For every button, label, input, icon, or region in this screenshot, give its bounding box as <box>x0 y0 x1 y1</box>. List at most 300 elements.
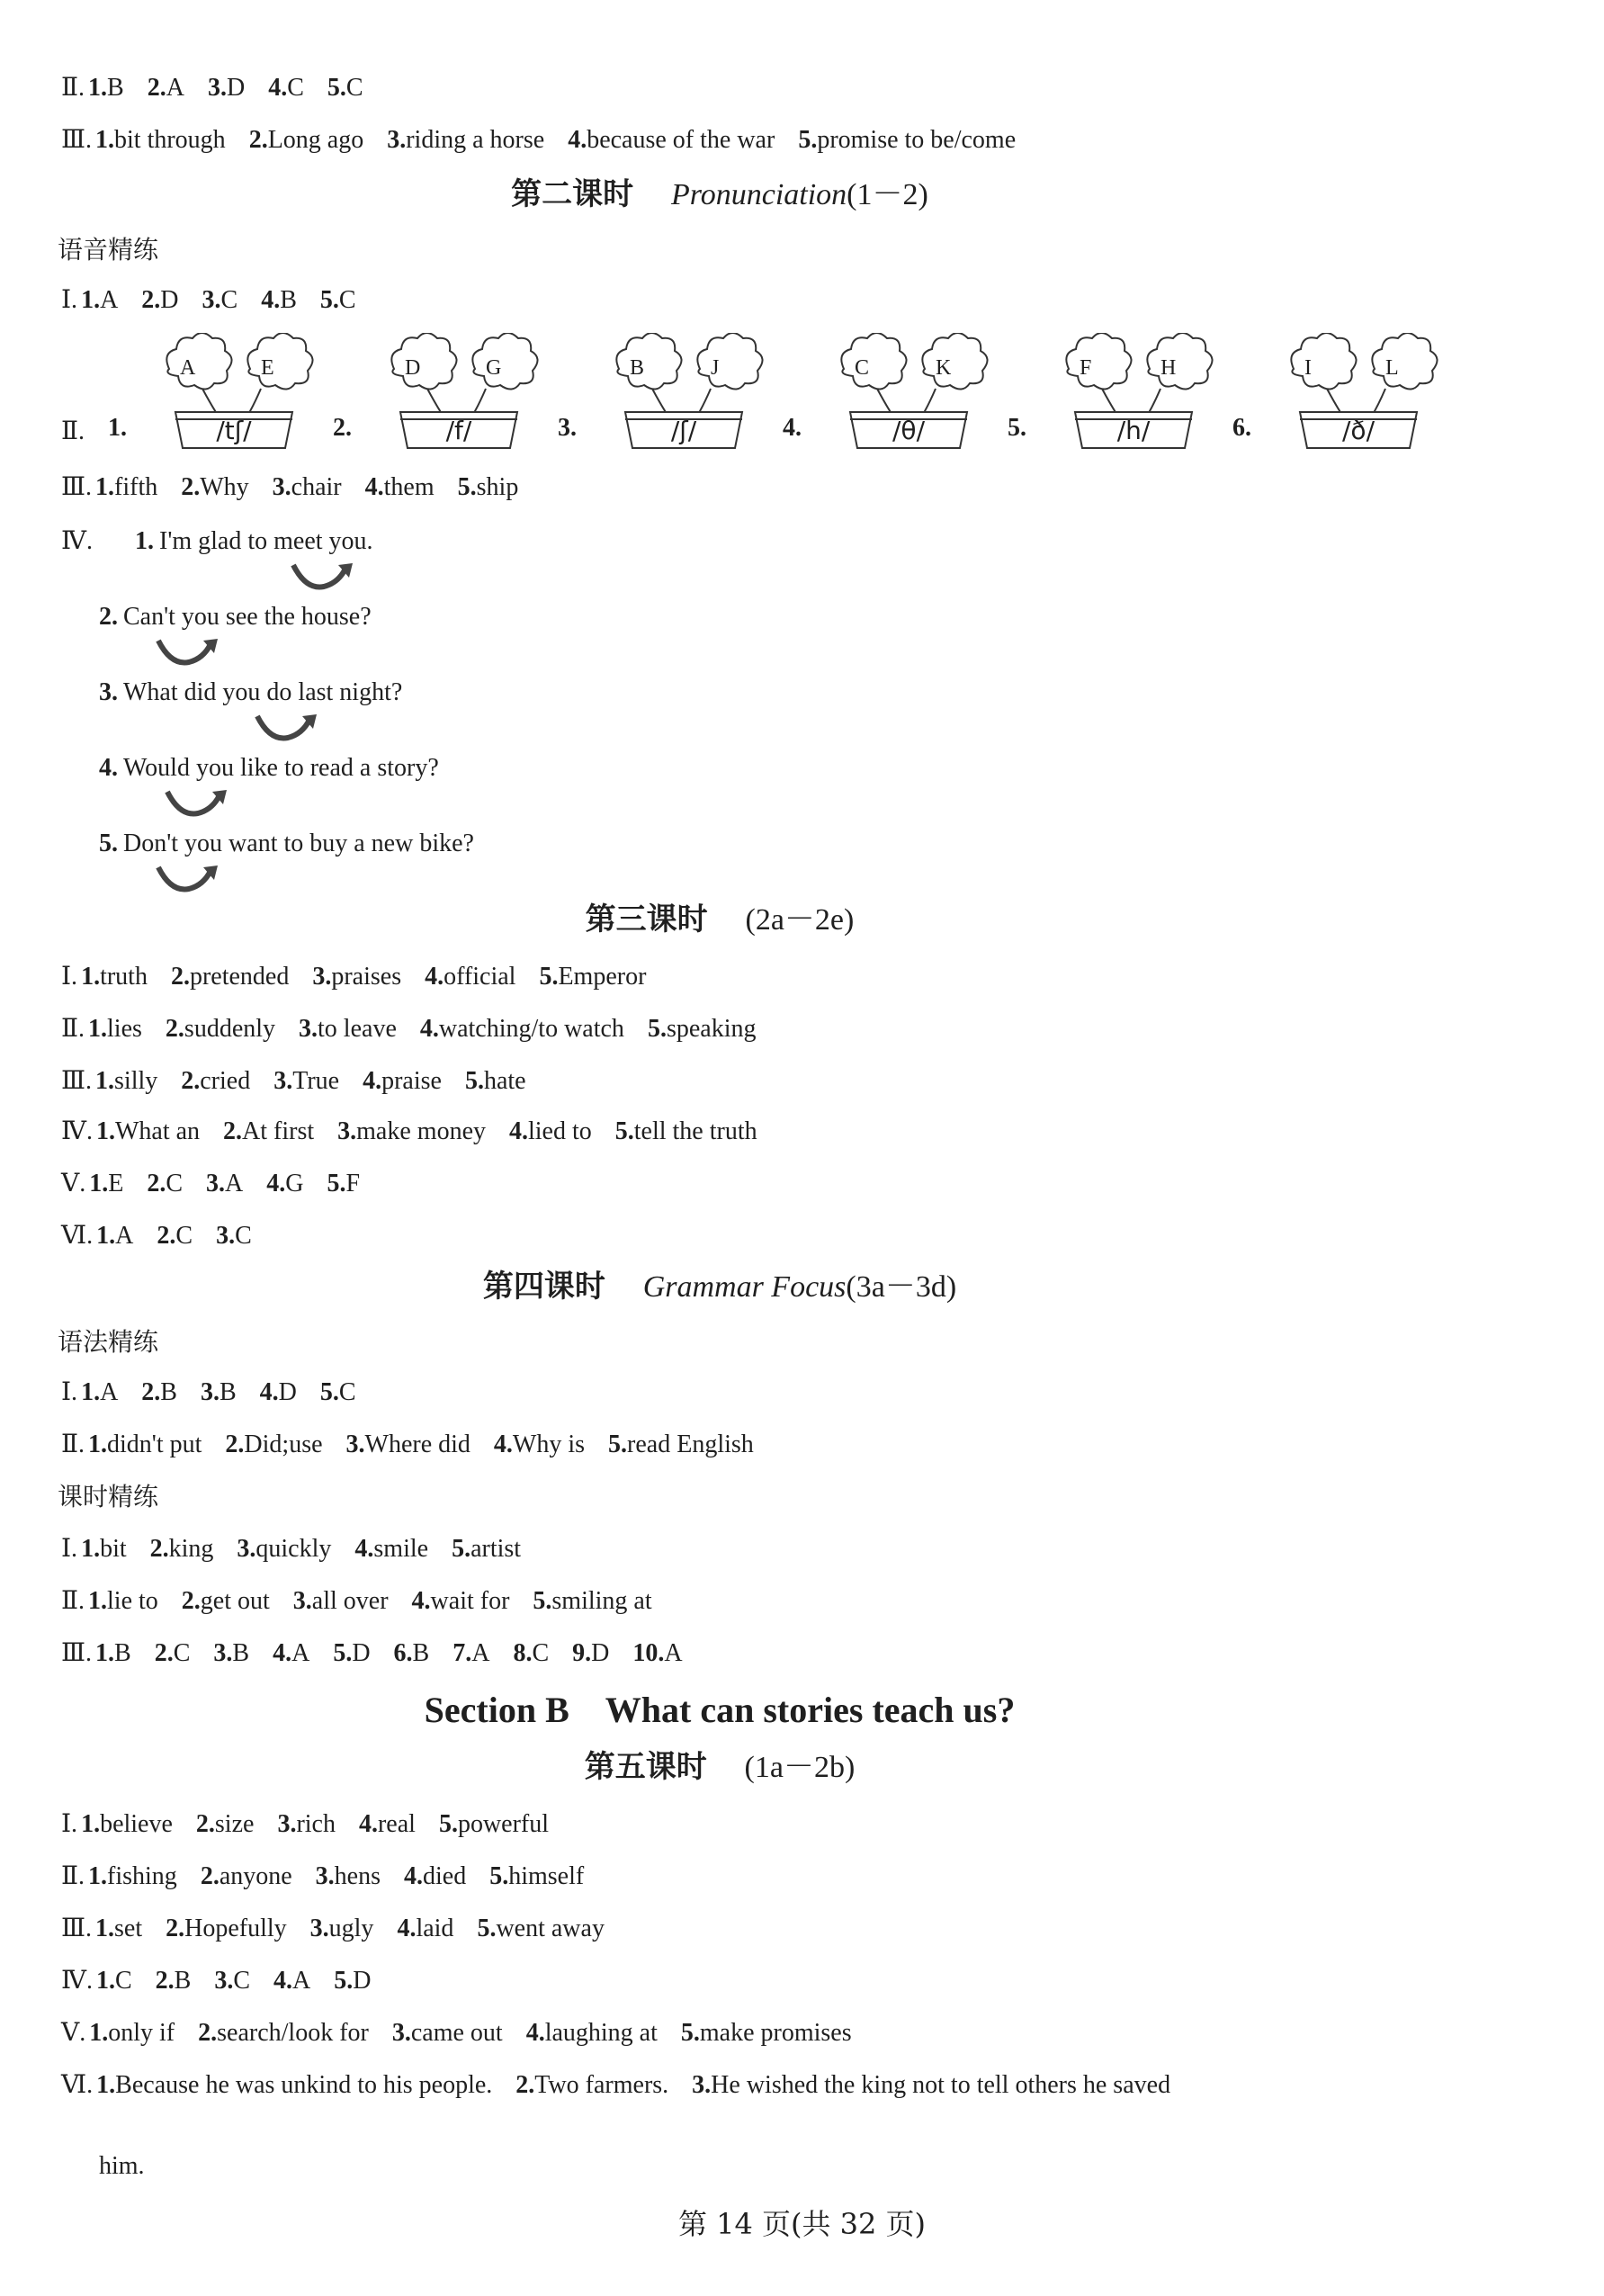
item-answer: True <box>292 1067 340 1095</box>
item-number: 9. <box>572 1639 592 1667</box>
item-answer: make promises <box>699 2019 852 2047</box>
item-number: 3. <box>345 1431 365 1458</box>
sentence-item <box>99 826 474 862</box>
item-number: 5. <box>452 1535 471 1563</box>
answer-item <box>201 1378 237 1406</box>
item-answer: D <box>226 74 246 102</box>
answer-item <box>346 1431 470 1458</box>
flower-pot <box>333 333 549 459</box>
sentence-text: Would you like to read a story? <box>123 754 439 782</box>
item-number: 5. <box>680 2019 700 2047</box>
item-number: 5. <box>647 1015 667 1043</box>
answer-row <box>61 1911 1568 1947</box>
item-number: 3. <box>292 1587 312 1615</box>
subsection-label: 语法精练 <box>58 1327 159 1357</box>
flower-pot <box>1232 333 1448 459</box>
item-answer: C <box>220 286 238 314</box>
question-label: Ⅰ. <box>61 286 78 314</box>
question-label: Ⅴ. <box>61 2019 86 2047</box>
item-answer: Where did <box>364 1431 470 1458</box>
item-number: 5. <box>327 74 346 102</box>
item-number: 2. <box>225 1431 245 1458</box>
answer-item <box>81 286 118 314</box>
item-number: 3. <box>309 1915 329 1942</box>
answer-item <box>96 2071 492 2099</box>
question-label: Ⅳ. <box>61 1967 93 1995</box>
item-number: 5. <box>319 1378 339 1406</box>
flower-letter: C <box>855 356 870 380</box>
answer-item <box>81 963 148 991</box>
answer-item <box>299 1015 397 1043</box>
item-number: 2. <box>165 1015 184 1043</box>
item-number: 8. <box>513 1639 533 1667</box>
answer-item <box>310 1915 374 1942</box>
item-number: 4. <box>99 754 118 782</box>
answer-continuation: him. <box>99 2152 145 2180</box>
item-answer: suddenly <box>184 1015 276 1043</box>
item-answer: riding a horse <box>406 126 545 154</box>
item-answer: C <box>114 1967 132 1995</box>
item-answer: D <box>278 1378 297 1406</box>
lesson-heading <box>0 175 1439 215</box>
item-number: 1. <box>81 1810 101 1838</box>
item-answer: watching/to watch <box>438 1015 624 1043</box>
answer-item <box>88 1587 158 1615</box>
item-number: 3. <box>214 1967 234 1995</box>
item-answer: Two farmers. <box>534 2071 669 2099</box>
item-number: 4. <box>358 1810 378 1838</box>
answer-item <box>150 1535 214 1563</box>
answer-item <box>293 1587 389 1615</box>
item-answer: only if <box>108 2019 175 2047</box>
answer-item <box>392 2019 503 2047</box>
item-answer: came out <box>410 2019 503 2047</box>
answer-item <box>333 1639 370 1667</box>
question-label: Ⅳ. <box>61 527 93 555</box>
item-number: 2. <box>157 1222 176 1250</box>
item-number: 3. <box>692 2071 712 2099</box>
answer-item <box>95 1639 131 1667</box>
item-number: 1. <box>95 126 115 154</box>
item-number: 4. <box>259 1378 279 1406</box>
item-number: 3. <box>213 1639 233 1667</box>
answer-item <box>420 1015 624 1043</box>
answer-item <box>509 1117 592 1145</box>
item-number: 4. <box>783 414 802 442</box>
answer-item <box>312 963 401 991</box>
item-number: 4. <box>493 1431 513 1458</box>
item-answer: speaking <box>666 1015 757 1043</box>
item-answer: artist <box>470 1535 522 1563</box>
item-number: 1. <box>95 473 115 501</box>
item-number: 3. <box>272 473 291 501</box>
flower-letter: H <box>1160 356 1177 380</box>
item-number: 4. <box>268 74 288 102</box>
item-answer: fifth <box>114 473 158 501</box>
item-number: 4. <box>273 1967 293 1995</box>
answer-item <box>648 1015 757 1043</box>
lesson-heading <box>0 1747 1439 1788</box>
answer-item <box>171 963 289 991</box>
item-number: 5. <box>539 963 559 991</box>
answer-row <box>61 1636 1568 1672</box>
page-footer: 第 14 页(共 32 页) <box>677 2207 927 2241</box>
item-answer: bit through <box>114 126 226 154</box>
item-number: 5. <box>1008 414 1026 442</box>
answer-row <box>61 1963 1568 1999</box>
item-answer: C <box>345 74 363 102</box>
item-number: 1. <box>88 1015 108 1043</box>
item-answer: smile <box>373 1535 429 1563</box>
item-number: 1. <box>88 1862 108 1890</box>
answer-item <box>249 126 364 154</box>
answer-item <box>365 473 435 501</box>
answer-item <box>412 1587 510 1615</box>
intonation-arrow-icon <box>153 635 225 675</box>
answer-row <box>61 283 1568 318</box>
answer-item <box>214 1967 250 1995</box>
item-number: 5. <box>464 1067 484 1095</box>
item-number: 1. <box>95 1915 115 1942</box>
item-number: 2. <box>155 1967 175 1995</box>
answer-row <box>61 1531 1568 1567</box>
question-label: Ⅳ. <box>61 1117 93 1145</box>
flower-letter: E <box>261 356 274 380</box>
answer-row <box>61 1807 1568 1843</box>
item-answer: D <box>353 1967 372 1995</box>
answer-item <box>148 74 184 102</box>
item-number: 5. <box>489 1862 509 1890</box>
item-number: 3. <box>299 1015 318 1043</box>
flower-pot <box>783 333 999 459</box>
item-answer: B <box>114 1639 131 1667</box>
item-number: 1. <box>81 1378 101 1406</box>
item-answer: B <box>107 74 124 102</box>
item-number: 5. <box>319 286 339 314</box>
item-number: 2. <box>141 286 161 314</box>
answer-item <box>425 963 515 991</box>
sentence-text: Can't you see the house? <box>123 603 372 631</box>
item-answer: tell the truth <box>633 1117 757 1145</box>
answer-item <box>88 1015 142 1043</box>
item-answer: ship <box>476 473 519 501</box>
item-answer: Because he was unkind to his people. <box>115 2071 493 2099</box>
item-number: 5. <box>614 1117 634 1145</box>
answer-item <box>166 1915 287 1942</box>
item-answer: pretended <box>189 963 290 991</box>
item-answer: them <box>383 473 435 501</box>
answer-item <box>225 1431 322 1458</box>
flower-letter: F <box>1080 356 1092 380</box>
answer-item <box>477 1915 605 1942</box>
answer-item <box>608 1431 754 1458</box>
question-label: Ⅱ. <box>61 1431 85 1458</box>
item-answer: wait for <box>430 1587 510 1615</box>
section-question: What can stories teach us? <box>605 1690 1016 1730</box>
question-label: Ⅲ. <box>61 1639 93 1667</box>
item-number: 5. <box>333 1639 353 1667</box>
item-answer: real <box>377 1810 416 1838</box>
answer-item <box>181 473 248 501</box>
item-answer: C <box>287 74 304 102</box>
item-number: 4. <box>363 1067 382 1095</box>
lesson-title: 第二课时 <box>511 176 634 212</box>
item-answer: rich <box>296 1810 336 1838</box>
item-number: 5. <box>477 1915 497 1942</box>
answer-item <box>141 286 178 314</box>
answer-item <box>568 126 775 154</box>
item-number: 3. <box>558 414 577 442</box>
answer-item <box>494 1431 585 1458</box>
item-number: 1. <box>88 1587 108 1615</box>
answer-item <box>95 126 226 154</box>
answer-row <box>61 1375 1568 1411</box>
answer-row <box>61 1218 1568 1254</box>
item-number: 1. <box>89 1170 109 1197</box>
item-number: 1. <box>108 414 127 442</box>
item-answer: C <box>338 1378 356 1406</box>
item-answer: silly <box>114 1067 158 1095</box>
item-number: 3. <box>312 963 332 991</box>
answer-item <box>489 1862 584 1890</box>
item-answer: promise to be/come <box>817 126 1017 154</box>
item-answer: set <box>114 1915 143 1942</box>
item-number: 1. <box>89 2019 109 2047</box>
answer-item <box>81 1535 127 1563</box>
item-answer: lie to <box>107 1587 158 1615</box>
item-answer: praise <box>381 1067 442 1095</box>
answer-item <box>96 1222 133 1250</box>
answer-item <box>273 473 342 501</box>
answer-item <box>615 1117 757 1145</box>
question-label: Ⅱ. <box>61 1587 85 1615</box>
item-number: 4. <box>364 473 384 501</box>
item-answer: get out <box>200 1587 270 1615</box>
item-number: 2. <box>223 1117 243 1145</box>
answer-row <box>61 122 1568 158</box>
item-number: 3. <box>277 1810 297 1838</box>
answer-item <box>337 1117 486 1145</box>
answer-item <box>458 473 519 501</box>
lesson-range: (1a－2b) <box>744 1751 856 1784</box>
item-number: 2. <box>181 1067 201 1095</box>
item-answer: C <box>175 1222 193 1250</box>
item-number: 3. <box>337 1117 357 1145</box>
answer-item <box>453 1639 489 1667</box>
answer-item <box>157 1222 193 1250</box>
flower-pot <box>1008 333 1223 459</box>
item-number: 3. <box>216 1222 236 1250</box>
answer-item <box>320 1378 356 1406</box>
question-label: Ⅴ. <box>61 1170 86 1197</box>
item-number: 2. <box>515 2071 535 2099</box>
answer-row <box>61 1011 1568 1047</box>
item-answer: smiling at <box>551 1587 652 1615</box>
question-label: Ⅱ. <box>61 417 85 445</box>
answer-item <box>206 1170 243 1197</box>
answer-item <box>155 1639 191 1667</box>
answer-item <box>181 1067 250 1095</box>
item-number: 2. <box>149 1535 169 1563</box>
item-number: 4. <box>411 1587 431 1615</box>
sentence-item <box>135 524 373 560</box>
intonation-arrow-icon <box>252 711 324 750</box>
item-answer: lied to <box>528 1117 592 1145</box>
question-label: Ⅱ. <box>61 1862 85 1890</box>
question-label: Ⅲ. <box>61 473 93 501</box>
item-answer: Emperor <box>558 963 647 991</box>
item-number: 3. <box>99 678 118 706</box>
answer-item <box>273 1967 310 1995</box>
question-label: Ⅱ. <box>61 74 85 102</box>
flower-letter: G <box>486 356 502 380</box>
answer-row <box>61 2067 1568 2103</box>
section-name: Section B <box>424 1690 569 1730</box>
answer-row <box>61 1583 1568 1619</box>
answer-item <box>273 1639 309 1667</box>
item-number: 7. <box>453 1639 472 1667</box>
item-answer: At first <box>242 1117 315 1145</box>
item-answer: Hopefully <box>184 1915 287 1942</box>
item-number: 2. <box>141 1378 161 1406</box>
subsection-label: 课时精练 <box>58 1482 159 1511</box>
answer-item <box>95 473 157 501</box>
item-answer: A <box>471 1639 490 1667</box>
question-label: Ⅵ. <box>61 1222 94 1250</box>
item-answer: G <box>285 1170 304 1197</box>
lesson-heading <box>0 1267 1439 1307</box>
answer-item <box>320 286 356 314</box>
item-number: 5. <box>327 1170 346 1197</box>
item-number: 5. <box>798 126 818 154</box>
item-answer: C <box>166 1170 184 1197</box>
item-number: 4. <box>419 1015 439 1043</box>
item-answer: A <box>225 1170 244 1197</box>
answer-row <box>61 1114 1568 1150</box>
item-answer: Long ago <box>267 126 364 154</box>
item-answer: to leave <box>318 1015 397 1043</box>
sentence-item <box>99 750 439 786</box>
answer-item <box>316 1862 381 1890</box>
answer-item <box>223 1117 314 1145</box>
item-number: 3. <box>273 1067 293 1095</box>
item-answer: official <box>444 963 516 991</box>
answer-item <box>89 1170 123 1197</box>
item-number: 2. <box>195 1810 215 1838</box>
item-number: 4. <box>404 1862 423 1890</box>
flower-pot <box>108 333 324 459</box>
item-number: 2. <box>99 603 118 631</box>
item-answer: read English <box>627 1431 754 1458</box>
answer-item <box>277 1810 336 1838</box>
item-answer: search/look for <box>217 2019 369 2047</box>
item-answer: truth <box>100 963 148 991</box>
flower-letter: K <box>936 356 952 380</box>
item-answer: B <box>232 1639 250 1667</box>
item-answer: A <box>291 1639 310 1667</box>
item-answer: What an <box>114 1117 201 1145</box>
answer-item <box>268 74 304 102</box>
answer-item <box>452 1535 521 1563</box>
item-number: 2. <box>147 1170 166 1197</box>
sentence-item <box>99 599 372 635</box>
item-answer: anyone <box>219 1862 292 1890</box>
answer-row <box>61 1063 1568 1099</box>
answer-row <box>61 2015 1568 2051</box>
answer-item <box>141 1378 177 1406</box>
item-number: 3. <box>202 286 221 314</box>
answer-item <box>237 1535 331 1563</box>
answer-item <box>81 1378 118 1406</box>
item-answer: hens <box>334 1862 381 1890</box>
answer-item <box>89 2019 175 2047</box>
item-answer: went away <box>496 1915 605 1942</box>
item-number: 4. <box>397 1915 417 1942</box>
item-answer: A <box>100 286 119 314</box>
answer-row <box>61 959 1568 995</box>
item-number: 5. <box>99 830 118 857</box>
item-answer: lies <box>107 1015 142 1043</box>
item-answer: because of the war <box>587 126 775 154</box>
item-answer: praises <box>331 963 402 991</box>
item-answer: C <box>233 1967 251 1995</box>
section-heading <box>0 1688 1439 1733</box>
item-number: 4. <box>266 1170 286 1197</box>
ipa-symbol: /h/ <box>1116 416 1151 445</box>
item-answer: laid <box>416 1915 454 1942</box>
answer-item <box>572 1639 609 1667</box>
question-label: Ⅰ. <box>61 1810 78 1838</box>
question-label: Ⅲ. <box>61 1067 93 1095</box>
answer-item <box>397 1915 453 1942</box>
item-number: 4. <box>568 126 587 154</box>
item-answer: B <box>160 1378 177 1406</box>
ipa-symbol: /f/ <box>445 416 472 445</box>
answer-item <box>359 1810 416 1838</box>
item-answer: cried <box>200 1067 251 1095</box>
answer-row <box>61 470 1568 506</box>
answer-item <box>208 74 245 102</box>
item-answer: Did;use <box>244 1431 323 1458</box>
item-number: 1. <box>81 963 101 991</box>
answer-item <box>363 1067 442 1095</box>
flower-letter: L <box>1385 356 1399 380</box>
item-answer: believe <box>100 1810 173 1838</box>
item-number: 5. <box>533 1587 552 1615</box>
answer-item <box>439 1810 549 1838</box>
item-answer: B <box>280 286 297 314</box>
answer-item <box>213 1639 249 1667</box>
item-answer: C <box>532 1639 550 1667</box>
lesson-title: 第五课时 <box>584 1749 707 1785</box>
item-number: 2. <box>154 1639 174 1667</box>
item-number: 2. <box>200 1862 220 1890</box>
item-answer: D <box>591 1639 610 1667</box>
answer-item <box>513 1639 549 1667</box>
item-number: 4. <box>509 1117 528 1145</box>
item-number: 2. <box>170 963 190 991</box>
item-number: 4. <box>525 2019 545 2047</box>
answer-item <box>198 2019 369 2047</box>
flower-letter: I <box>1304 356 1312 380</box>
item-answer: king <box>168 1535 214 1563</box>
answer-item <box>404 1862 466 1890</box>
item-number: 3. <box>391 2019 411 2047</box>
answer-item <box>394 1639 430 1667</box>
item-number: 4. <box>354 1535 374 1563</box>
item-answer: B <box>174 1967 192 1995</box>
item-answer: B <box>412 1639 430 1667</box>
